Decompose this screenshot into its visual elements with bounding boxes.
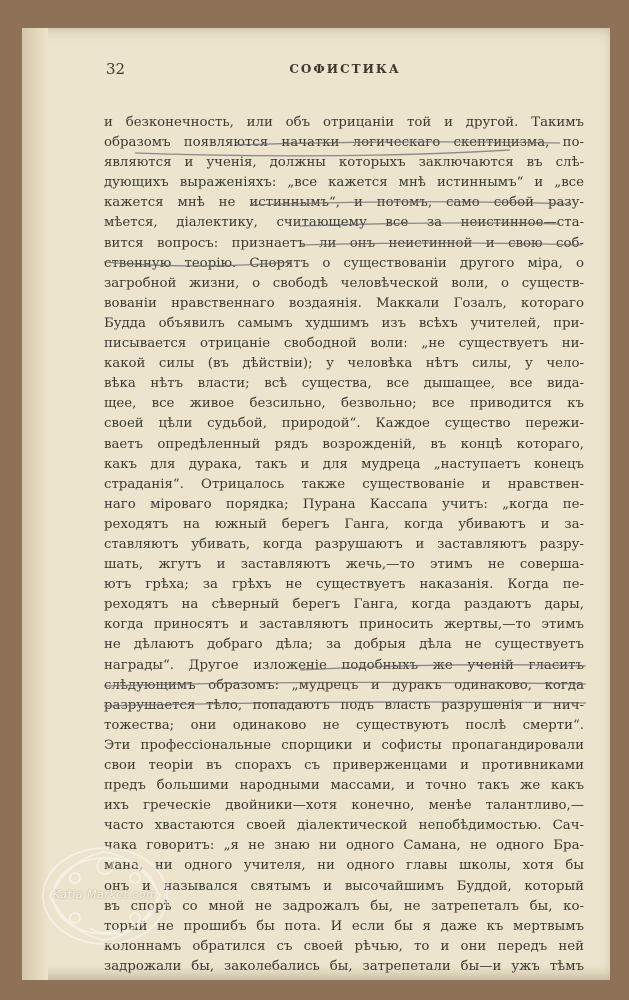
- text-line: кажется мнѣ не истиннымъ“, и потомъ, само собой разу-: [104, 195, 584, 211]
- text-line: ихъ греческіе двойники—хотя конечно, менѣе талантливо,—: [104, 798, 584, 814]
- text-line: страданія“. Отрицалось также существованіе и нравствен-: [104, 476, 584, 492]
- text-line: награды“. Другое изложеніе подобныхъ же ученій гласитъ: [104, 657, 584, 673]
- text-line: какъ для дурака, такъ и для мудреца „наступаетъ конецъ: [104, 456, 584, 472]
- text-line: часто хвастаются своей діалектической непобѣдимостью. Сач-: [104, 818, 584, 834]
- text-line: реходятъ на южный берегъ Ганга, когда убиваютъ и за-: [104, 516, 584, 532]
- text-line: слѣдующимъ образомъ: „мудрецъ и дуракъ одинаково, когда: [104, 677, 584, 693]
- text-line: являются и ученія, должны которыхъ заключаются въ слѣ-: [104, 155, 584, 171]
- text-line: не дѣлаютъ добраго дѣла; за добрыя дѣла не существуетъ: [104, 637, 584, 653]
- watermark-label: Katia Market.com: [52, 888, 158, 901]
- text-line: онъ и назывался святымъ и высочайшимъ Буддой, который: [104, 878, 584, 894]
- text-line: загробной жизни, о свободѣ человѣческой воли, о существ-: [104, 275, 584, 291]
- text-line: ставляютъ убивать, когда разрушаютъ и заставляютъ разру-: [104, 536, 584, 552]
- text-line: тожества; они одинаково не существуютъ послѣ смерти“.: [104, 717, 584, 733]
- text-line: своей цѣли судьбой, природой“. Каждое существо пережи-: [104, 416, 584, 432]
- text-line: щее, все живое безсильно, безвольно; все приводится къ: [104, 396, 584, 412]
- text-line: свои теоріи въ спорахъ съ приверженцами и противниками: [104, 758, 584, 773]
- text-line: дующихъ выраженіяхъ: „все кажется мнѣ истиннымъ“ и „все: [104, 175, 584, 191]
- text-line: въ спорѣ со мной не задрожалъ бы, не затрепеталъ бы, ко-: [104, 898, 584, 914]
- text-line: наго міроваго порядка; Пурана Кассапа учитъ: „когда пе-: [104, 496, 584, 512]
- text-line: чака говоритъ: „я не знаю ни одного Самана, не одного Бра-: [104, 838, 584, 854]
- text-line: предъ большими народными массами, и точно такъ же какъ: [104, 778, 584, 794]
- text-line: мана, ни одного учителя, ни одного главы школы, хотя бы: [104, 858, 584, 874]
- text-line: задрожали бы, заколебались бы, затрепетали бы—и ужъ тѣмъ: [104, 958, 584, 974]
- text-line: шать, жгутъ и заставляютъ жечь,—то этимъ не соверша-: [104, 557, 584, 573]
- text-line: Будда объявилъ самымъ худшимъ изъ всѣхъ учителей, при-: [104, 315, 584, 331]
- text-line: какой силы (въ дѣйствіи); у человѣка нѣтъ силы, у чело-: [104, 356, 584, 372]
- running-title: СОФИСТИКА: [289, 62, 401, 76]
- text-line: ютъ грѣха; за грѣхъ не существуетъ наказанія. Когда пе-: [104, 577, 584, 593]
- text-line: мѣется, діалектику, считающему все за неистинное—ста-: [104, 215, 584, 231]
- text-line: писывается отрицаніе свободной воли: „не существуетъ ни-: [104, 336, 584, 352]
- text-line: разрушается тѣло, попадаютъ подъ власть разрушенія и нич-: [104, 697, 584, 713]
- text-line: вѣка нѣтъ власти; всѣ существа, все дышащее, все вида-: [104, 376, 584, 392]
- page-number: 32: [106, 60, 126, 78]
- watermark-logo: [30, 838, 180, 954]
- text-line: вованіи нравственнаго воздаянія. Маккали Гозалъ, котораго: [104, 295, 584, 311]
- page-header: [106, 60, 584, 84]
- text-line: и безконечность, или объ отрицаніи той и другой. Такимъ: [104, 115, 584, 130]
- text-line: колоннамъ обратился съ своей рѣчью, то и они передъ ней: [104, 938, 584, 954]
- text-line: Эти профессіональные спорщики и софисты пропагандировали: [104, 737, 584, 753]
- text-line: образомъ появляются начатки логическаго скептицизма, по-: [104, 135, 584, 151]
- text-line: реходятъ на сѣверный берегъ Ганга, когда раздаютъ дары,: [104, 597, 584, 613]
- text-line: ственную теорію. Спорятъ о существованіи другого міра, о: [104, 255, 584, 271]
- text-line: когда приносятъ и заставляютъ приносить жертвы,—то этимъ: [104, 617, 584, 633]
- text-line: торый не прошибъ бы пота. И если бы я даже къ мертвымъ: [104, 918, 584, 934]
- text-line: вится вопросъ: признаетъ ли онъ неистинной и свою соб-: [104, 235, 584, 251]
- text-line: ваетъ опредѣленный рядъ возрожденій, въ концѣ котораго,: [104, 436, 584, 452]
